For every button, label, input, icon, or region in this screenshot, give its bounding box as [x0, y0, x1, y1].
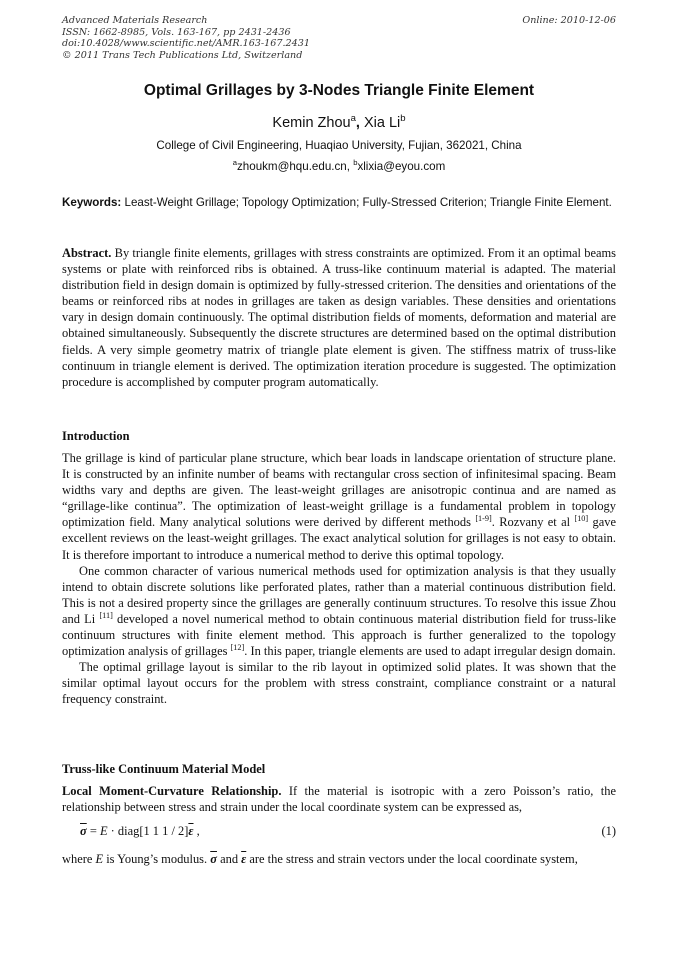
- citation: [12]: [230, 642, 245, 652]
- diag-term: · diag[1 1 1 / 2]: [107, 824, 189, 838]
- abstract-text: By triangle finite elements, grillages with stress constraints are optimized. From it an optimal beams systems or plate with reinforced ribs is obtained. A truss-like continuum material is adapted. The material distribution field in design domain is optimized by fully-stressed criterion. The densities and orientations of the beams or reinforced ribs at nodes in grillages are taken as design variables. These densities and orientations vary in design domain continuously. The optimal distribution fields of moments, deformation and material are obtained simultaneously. Subsequently the discrete structures are determined based on the optimal distribution fields. A very simple geometry matrix of triangle plate element is given. The stiffness matrix of truss-like continuum in triangle element is derived. The optimization iteration procedure is suggested. The optimization procedure is accomplished by computer program automatically.: [62, 246, 616, 389]
- abstract: [62, 245, 616, 390]
- paragraph-text: . In this paper, triangle elements are used to adapt irregular design domain.: [244, 644, 616, 659]
- paragraph-text: gave excellent reviews on the least-weight grillages. The exact analytical solution for grillages is not easy to obtain. It is therefore important to introduce a numerical method to derive this optimal topology.: [62, 515, 616, 562]
- paragraph-text: where: [62, 852, 96, 866]
- issn-line: ISSN: 1662-8985, Vols. 163-167, pp 2431-2436: [62, 26, 291, 38]
- introduction-body: [62, 450, 616, 708]
- paragraph-text: and: [216, 852, 242, 866]
- paragraph: The optimal grillage layout is similar to the rib layout in optimized solid plates. It was shown that the similar optimal layout occurs for the problem with stress constraint, compliance constraint or a natural frequency constraint.: [62, 660, 616, 707]
- affiliation: College of Civil Engineering, Huaqiao University, Fujian, 362021, China: [156, 139, 522, 152]
- email-line: [62, 160, 616, 173]
- citation: [11]: [99, 610, 113, 620]
- paragraph: [62, 563, 616, 660]
- sigma-symbol: $\overline{\sigma}$: [80, 824, 87, 838]
- epsilon-symbol: $\overline{\varepsilon}$: [241, 852, 247, 866]
- paragraph: [62, 450, 616, 563]
- keywords-text: Least-Weight Grillage; Topology Optimization; Fully-Stressed Criterion; Triangle Finite Element.: [121, 196, 612, 209]
- local-relationship-paragraph: [62, 783, 616, 815]
- where-paragraph: [62, 851, 616, 867]
- online-date: Online: 2010-12-06: [522, 15, 616, 26]
- epsilon-symbol: $\overline{\varepsilon}$: [188, 824, 194, 838]
- author-name: Kemin Zhou: [272, 115, 351, 131]
- paragraph-text: If the material is isotropic with a zero Poisson’s ratio, the relationship between stress and strain under the local coordinate system can be expressed as,: [62, 784, 616, 815]
- equation-number: (1): [601, 824, 616, 838]
- email-address: xlixia@eyou.com: [357, 160, 446, 173]
- copyright-line: © 2011 Trans Tech Publications Ltd, Switzerland: [62, 49, 303, 61]
- paragraph-text: is Young’s modulus.: [103, 852, 211, 866]
- sigma-symbol: $\overline{\sigma}$: [210, 852, 217, 866]
- journal-name: Advanced Materials Research: [62, 15, 208, 26]
- author-separator: ,: [355, 115, 364, 131]
- author-name: Xia Li: [363, 115, 401, 131]
- equation-1: [62, 824, 616, 842]
- subsection-label: Local Moment-Curvature Relationship.: [62, 784, 282, 798]
- equation-expression: [80, 824, 200, 839]
- paper-title: Optimal Grillages by 3-Nodes Triangle Finite Element: [143, 82, 535, 99]
- email-address: zhoukm@hqu.edu.cn,: [237, 160, 354, 173]
- doi-line: doi:10.4028/www.scientific.net/AMR.163-167.2431: [62, 38, 310, 49]
- author-line: [62, 115, 616, 131]
- abstract-label: Abstract.: [62, 246, 112, 260]
- citation: [1-9]: [475, 514, 492, 524]
- youngs-modulus-symbol: E: [99, 824, 108, 838]
- citation: [10]: [574, 514, 589, 524]
- keywords: [62, 196, 616, 210]
- journal-header: [62, 15, 616, 61]
- equation-tail: ,: [193, 824, 200, 838]
- paragraph-text: The grillage is kind of particular plane structure, which bear loads in landscape orientation of structure plane. It is constructed by an infinite number of beams with rectangular cross section of infinitesimal spacing. Beam widths vary and depths are given. The least-weight grillages are anisotropic continua and are named as “grillage-like continua”. The optimization of least-weight grillage is a fundamental problem in topology optimization field. Many analytical solutions were derived by different methods: [62, 451, 616, 530]
- author-superscript: b: [400, 113, 406, 125]
- author-superscript: a: [350, 113, 356, 125]
- email-superscript: b: [353, 158, 358, 168]
- keywords-label: Keywords:: [62, 196, 122, 209]
- paragraph-text: are the stress and strain vectors under the local coordinate system,: [246, 852, 578, 866]
- email-superscript: a: [232, 158, 237, 168]
- paragraph-text: One common character of various numerical methods used for optimization analysis is that they usually intend to obtain discrete solutions like perforated plates, rather than a material continuous distribution field. This is not a desired property since the grillages are generally continuum structures. To resolve this issue Zhou and Li: [62, 563, 616, 626]
- paragraph-text: . Rozvany et al: [491, 515, 575, 530]
- equals-sign: =: [86, 824, 100, 838]
- section-heading-introduction: Introduction: [62, 429, 130, 443]
- paragraph-text: developed a novel numerical method to obtain continuous material distribution field for truss-like continuum structures with finite element method. This approach is further generalized to the topology optimization analysis of grillages: [62, 611, 616, 659]
- youngs-modulus-symbol: E: [95, 852, 104, 866]
- section-heading-truss-model: Truss-like Continuum Material Model: [62, 762, 266, 776]
